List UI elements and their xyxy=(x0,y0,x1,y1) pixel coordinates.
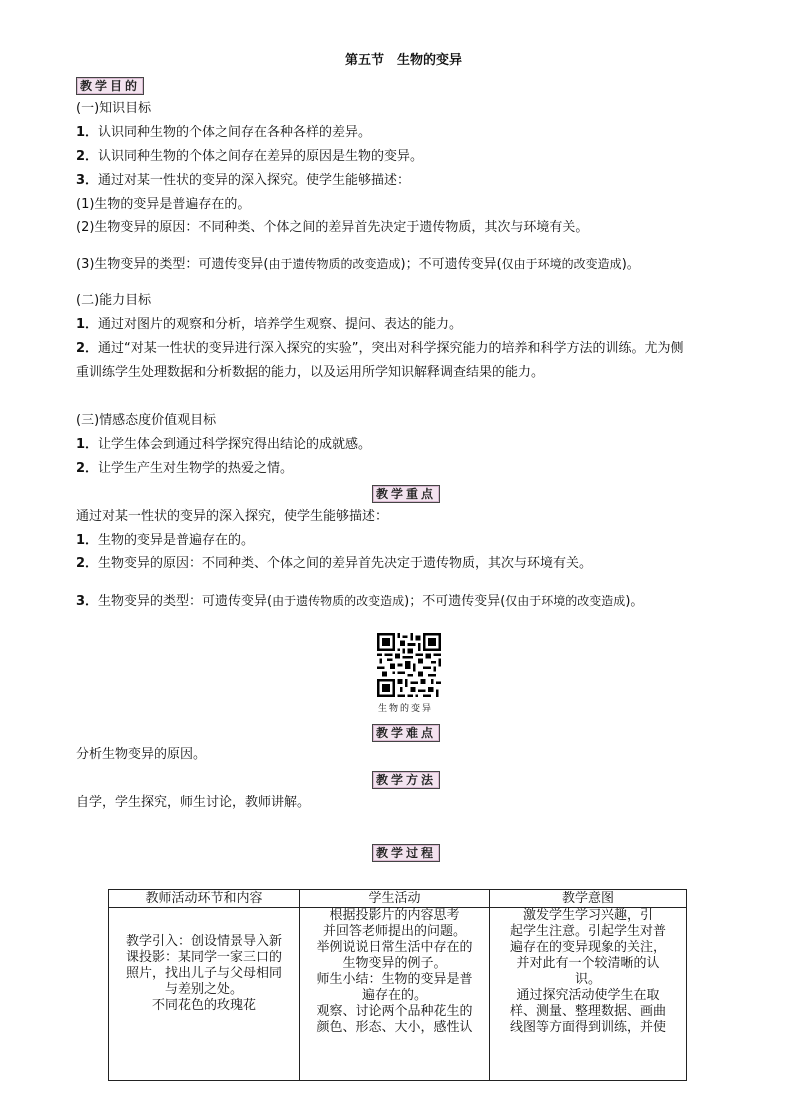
key-item-2 xyxy=(76,555,592,573)
student-activity-cell xyxy=(300,908,490,1081)
teacher-activity-cell xyxy=(109,908,300,1081)
sub3-part: 仅由于环境的改变造成 xyxy=(501,257,622,271)
cell-line: 不同花色的玫瑰花 xyxy=(151,998,256,1013)
table-row xyxy=(109,908,687,1081)
header-teaching-intent: 教学意图 xyxy=(490,890,687,908)
knowledge-sub-1: (1)生物的变异是普遍存在的。 xyxy=(76,197,251,212)
cell-line: 起学生注意。引起学生对普 xyxy=(509,924,666,939)
sub3-part: )。 xyxy=(621,257,640,272)
item-number: 2． xyxy=(76,341,99,356)
cell-line: 遍存在的。 xyxy=(361,988,427,1003)
cell-line: 生物变异的例子。 xyxy=(342,956,447,971)
key-item-3 xyxy=(76,592,643,611)
item-number: 1． xyxy=(76,317,99,332)
cell-line: 颜色、形态、大小，感性认 xyxy=(316,1020,473,1035)
key-intro: 通过对某一性状的变异的深入探究，使学生能够描述： xyxy=(76,509,389,524)
cell-line: 线图等方面得到训练，并使 xyxy=(509,1020,666,1035)
item-number: 1． xyxy=(76,125,99,140)
item-number: 3． xyxy=(76,173,99,188)
ability-item-1 xyxy=(76,316,462,334)
item-part: )；不可遗传变异( xyxy=(404,594,506,609)
item-text: 认识同种生物的个体之间存在差异的原因是生物的变异。 xyxy=(98,149,424,164)
item-number: 2． xyxy=(76,556,99,571)
qr-caption: 生物的变异 xyxy=(378,704,434,714)
cell-line: 并回答老师提出的问题。 xyxy=(322,924,466,939)
item-part: 生物变异的类型：可遗传变异( xyxy=(98,594,273,609)
difficulty-text: 分析生物变异的原因。 xyxy=(76,747,207,762)
teaching-intent-cell xyxy=(490,908,687,1081)
header-teacher-activity: 教师活动环节和内容 xyxy=(109,890,300,908)
cell-line: 照片，找出儿子与父母相同 xyxy=(125,966,282,981)
item-part: 由于遗传物质的改变造成 xyxy=(272,594,405,608)
ability-heading: (二)能力目标 xyxy=(76,293,152,308)
item-part: )。 xyxy=(625,594,644,609)
item-number: 2． xyxy=(76,149,99,164)
cell-line: 课投影：某同学一家三口的 xyxy=(125,950,282,965)
cell-line: 举例说说日常生活中存在的 xyxy=(316,940,473,955)
cell-line: 样、测量、整理数据、画曲 xyxy=(509,1004,666,1019)
difficulty-badge: 教学难点 xyxy=(372,724,440,742)
sub3-part: 由于遗传物质的改变造成 xyxy=(268,257,401,271)
sub3-part: )；不可遗传变异( xyxy=(400,257,502,272)
knowledge-item-1 xyxy=(76,124,371,142)
cell-line: 观察、讨论两个品种花生的 xyxy=(316,1004,473,1019)
cell-line: 师生小结：生物的变异是普 xyxy=(316,972,473,987)
cell-line: 激发学生学习兴趣，引 xyxy=(522,908,653,923)
cell-line: 通过探究活动使学生在取 xyxy=(516,988,660,1003)
objectives-badge: 教学目的 xyxy=(76,77,144,95)
item-number: 1． xyxy=(76,437,99,452)
qr-code-icon[interactable] xyxy=(377,633,441,697)
cell-line: 与差别之处。 xyxy=(164,982,243,997)
item-number: 3． xyxy=(76,594,99,609)
item-text: 通过“对某一性状的变异进行深入探究的实验”，突出对科学探究能力的培养和科学方法的训练。尤为侧 xyxy=(98,341,684,356)
ability-item-2-line-1 xyxy=(76,340,684,358)
item-text: 通过对某一性状的变异的深入探究。使学生能够描述： xyxy=(98,173,411,188)
method-text: 自学，学生探究，师生讨论，教师讲解。 xyxy=(76,795,311,810)
item-text: 生物变异的原因：不同种类、个体之间的差异首先决定于遗传物质，其次与环境有关。 xyxy=(98,556,593,571)
item-text: 让学生产生对生物学的热爱之情。 xyxy=(98,461,294,476)
item-text: 通过对图片的观察和分析，培养学生观察、提问、表达的能力。 xyxy=(98,317,463,332)
ability-item-2-line-2: 重训练学生处理数据和分析数据的能力，以及运用所学知识解释调查结果的能力。 xyxy=(76,365,545,380)
item-text: 认识同种生物的个体之间存在各种各样的差异。 xyxy=(98,125,372,140)
knowledge-heading: (一)知识目标 xyxy=(76,101,152,116)
sub3-part: (3)生物变异的类型：可遗传变异( xyxy=(76,257,269,272)
emotion-item-2 xyxy=(76,460,293,478)
header-student-activity: 学生活动 xyxy=(300,890,490,908)
item-part: 仅由于环境的改变造成 xyxy=(505,594,626,608)
item-number: 2． xyxy=(76,461,99,476)
knowledge-sub-3 xyxy=(76,255,640,274)
item-number: 1． xyxy=(76,533,99,548)
knowledge-item-2 xyxy=(76,148,423,166)
teaching-process-table xyxy=(108,889,687,1081)
section-title: 第五节 生物的变异 xyxy=(345,53,463,68)
cell-line: 并对此有一个较清晰的认 xyxy=(516,956,660,971)
key-item-1 xyxy=(76,532,254,550)
cell-line: 根据投影片的内容思考 xyxy=(329,908,460,923)
knowledge-item-3 xyxy=(76,172,410,190)
item-text: 生物的变异是普遍存在的。 xyxy=(98,533,255,548)
cell-line: 识。 xyxy=(574,972,601,987)
process-badge: 教学过程 xyxy=(372,844,440,862)
table-header-row xyxy=(109,890,687,908)
cell-line: 遍存在的变异现象的关注， xyxy=(509,940,666,955)
key-points-badge: 教学重点 xyxy=(372,485,440,503)
method-badge: 教学方法 xyxy=(372,771,440,789)
emotion-heading: (三)情感态度价值观目标 xyxy=(76,413,217,428)
cell-line: 教学引入：创设情景导入新 xyxy=(125,934,282,949)
knowledge-sub-2: (2)生物变异的原因：不同种类、个体之间的差异首先决定于遗传物质，其次与环境有关。 xyxy=(76,220,589,235)
emotion-item-1 xyxy=(76,436,371,454)
item-text: 让学生体会到通过科学探究得出结论的成就感。 xyxy=(98,437,372,452)
